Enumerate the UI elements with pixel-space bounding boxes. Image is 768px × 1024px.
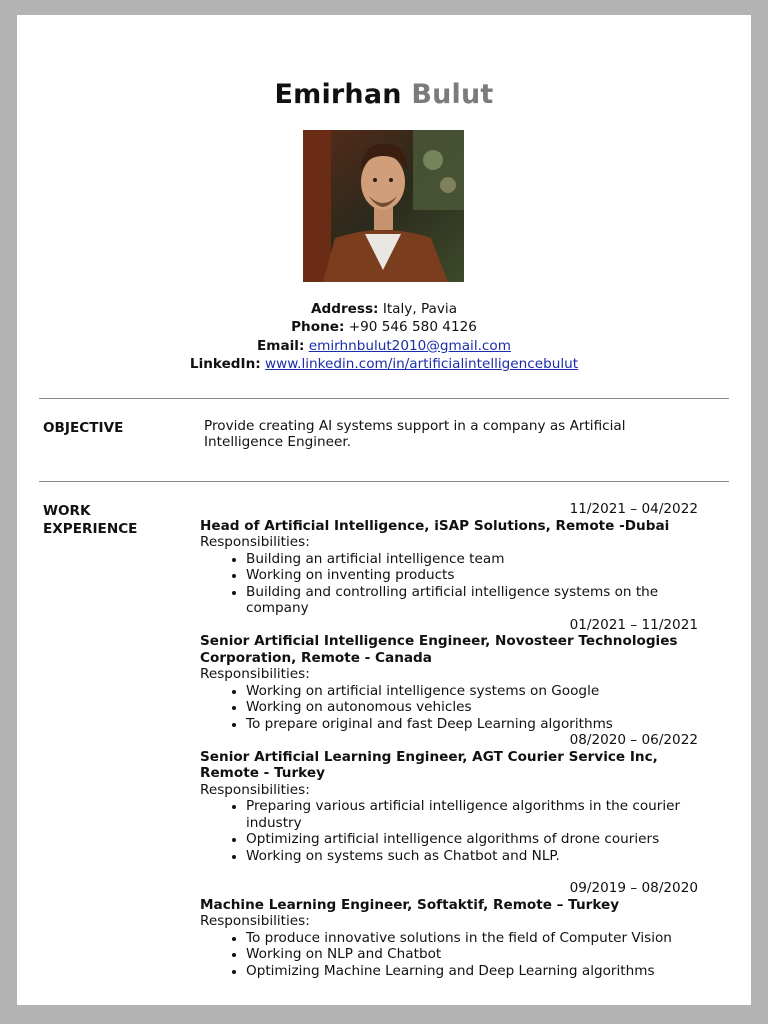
address-line: Address: Italy, Pavia bbox=[310, 301, 458, 317]
list-item: • Working on inventing products bbox=[246, 567, 698, 584]
divider bbox=[39, 481, 729, 482]
portrait-image bbox=[303, 130, 464, 282]
objective-heading: OBJECTIVE bbox=[43, 420, 124, 436]
work-experience-list bbox=[200, 501, 698, 979]
objective-text: Provide creating AI systems support in a company as Artificial Intelligence Engineer. bbox=[204, 418, 626, 450]
job-entry bbox=[200, 501, 698, 617]
list-item: • Working on artificial intelligence systems on Google bbox=[246, 683, 698, 700]
last-name: Bulut bbox=[411, 79, 494, 110]
list-item: • Working on NLP and Chatbot bbox=[246, 946, 698, 963]
job-dates: 08/2020 – 06/2022 bbox=[569, 732, 698, 748]
list-item: • To prepare original and fast Deep Learning algorithms bbox=[246, 716, 698, 733]
email-line: Email: emirhnbulut2010@gmail.com bbox=[257, 337, 511, 354]
profile-photo bbox=[303, 130, 464, 282]
responsibilities-list bbox=[200, 683, 698, 733]
job-dates: 09/2019 – 08/2020 bbox=[569, 880, 698, 896]
list-item: • Working on autonomous vehicles bbox=[246, 699, 698, 716]
work-experience-heading: WORK EXPERIENCE bbox=[43, 503, 138, 537]
responsibilities-list bbox=[200, 551, 698, 617]
job-title: Senior Artificial Learning Engineer, AGT Courier Service Inc, Remote - Turkey bbox=[200, 748, 658, 781]
first-name: Emirhan bbox=[274, 79, 402, 110]
list-item: • Preparing various artificial intelligence algorithms in the courier industry bbox=[246, 798, 698, 831]
list-item: • Optimizing artificial intelligence algorithms of drone couriers bbox=[246, 831, 698, 848]
list-item: • To produce innovative solutions in the field of Computer Vision bbox=[246, 930, 698, 947]
resume-page bbox=[17, 15, 751, 1005]
list-item: • Optimizing Machine Learning and Deep Learning algorithms bbox=[246, 963, 698, 980]
responsibilities-list bbox=[200, 798, 698, 864]
linkedin-link[interactable]: www.linkedin.com/in/artificialintelligencebulut bbox=[265, 355, 579, 372]
list-item: • Building an artificial intelligence team bbox=[246, 551, 698, 568]
phone-line: Phone: +90 546 580 4126 bbox=[291, 319, 477, 336]
job-dates: 01/2021 – 11/2021 bbox=[569, 616, 698, 633]
responsibilities-label: Responsibilities: bbox=[200, 666, 310, 682]
list-item: • Working on systems such as Chatbot and NLP. bbox=[246, 848, 698, 865]
responsibilities-label: Responsibilities: bbox=[200, 913, 310, 929]
responsibilities-label: Responsibilities: bbox=[200, 534, 310, 550]
responsibilities-label: Responsibilities: bbox=[200, 781, 310, 798]
job-title: Head of Artificial Intelligence, iSAP Solutions, Remote -Dubai bbox=[200, 517, 670, 534]
contact-block bbox=[17, 300, 751, 373]
job-title: Senior Artificial Intelligence Engineer, Novosteer Technologies Corporation, Remote - Canada bbox=[200, 633, 678, 666]
linkedin-line: LinkedIn: www.linkedin.com/in/artificialintelligencebulut bbox=[189, 355, 579, 372]
job-entry bbox=[200, 617, 698, 733]
spacer bbox=[200, 864, 698, 880]
email-link[interactable]: emirhnbulut2010@gmail.com bbox=[308, 337, 511, 354]
list-item: • Building and controlling artificial intelligence systems on the company bbox=[246, 584, 698, 617]
candidate-name bbox=[17, 79, 751, 110]
divider bbox=[39, 398, 729, 399]
job-title: Machine Learning Engineer, Softaktif, Remote – Turkey bbox=[200, 896, 620, 913]
job-entry bbox=[200, 732, 698, 864]
job-entry bbox=[200, 880, 698, 979]
job-dates: 11/2021 – 04/2022 bbox=[569, 501, 698, 517]
responsibilities-list bbox=[200, 930, 698, 980]
